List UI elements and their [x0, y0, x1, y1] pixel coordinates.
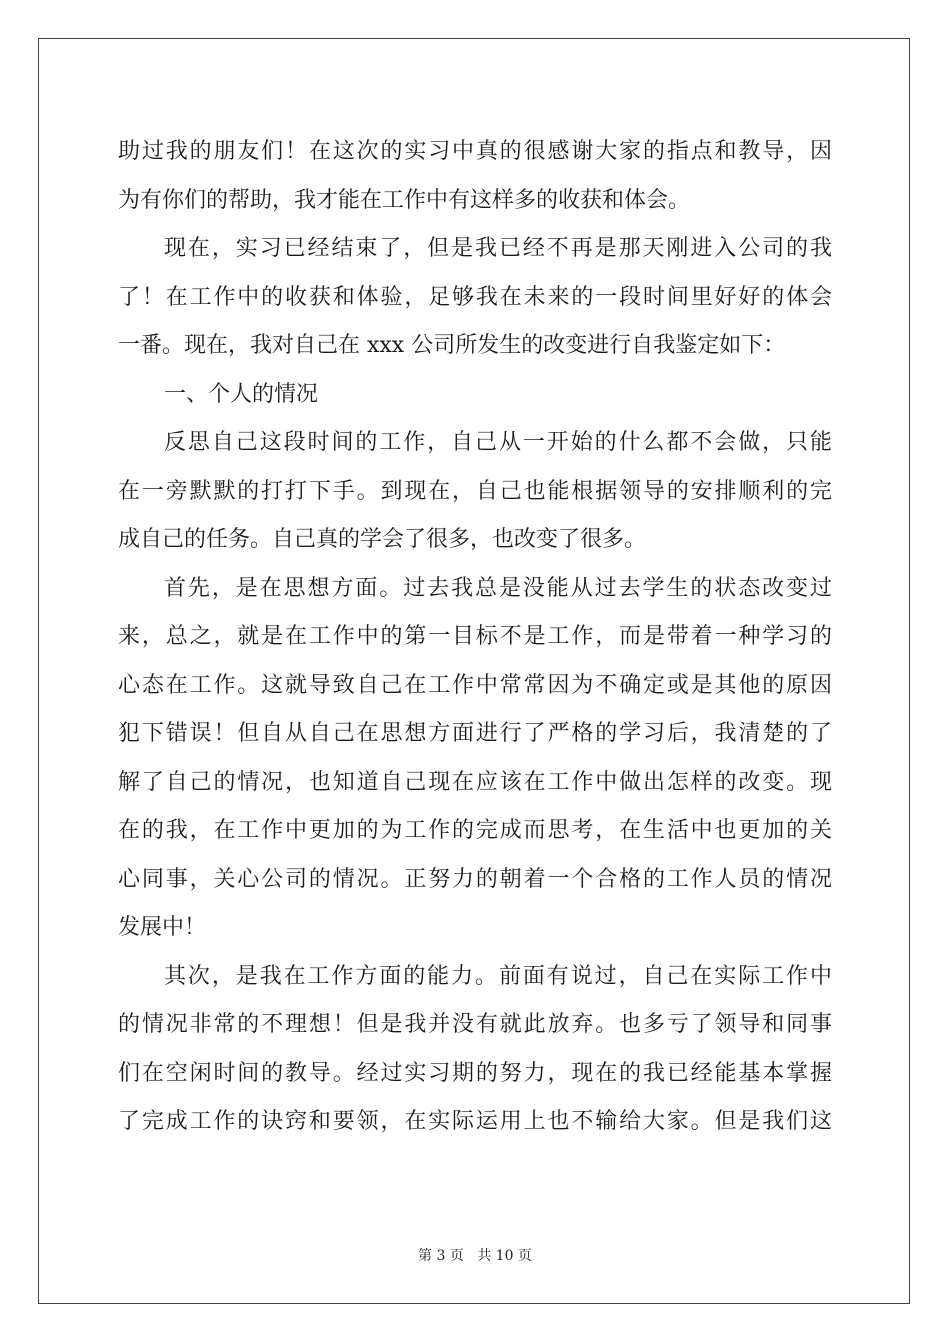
text-line: 来，总之，就是在工作中的第一目标不是工作，而是带着一种学习的	[118, 624, 832, 649]
page-total: 共 10 页	[477, 1248, 532, 1264]
text-line: 们在空闲时间的教导。经过实习期的努力，现在的我已经能基本掌握	[118, 1060, 832, 1086]
text-line: 助过我的朋友们！在这次的实习中真的很感谢大家的指点和教导，因	[118, 139, 832, 164]
text-line: 首先，是在思想方面。过去我总是没能从过去学生的状态改变过	[164, 575, 832, 601]
text-line: 了！在工作中的收获和体验，足够我在未来的一段时间里好好的体会	[118, 284, 832, 310]
text-line: 犯下错误！但自从自己在思想方面进行了严格的学习后，我清楚的了	[118, 721, 832, 746]
text-line: 其次，是我在工作方面的能力。前面有说过，自己在实际工作中	[164, 963, 832, 989]
text-line: 的情况非常的不理想！但是我并没有就此放弃。也多亏了领导和同事	[118, 1012, 832, 1037]
text-line: 心同事，关心公司的情况。正努力的朝着一个合格的工作人员的情况	[118, 866, 832, 892]
page-number: 第 3 页	[418, 1248, 464, 1264]
text-line: 一番。现在，我对自己在 xxx 公司所发生的改变进行自我鉴定如下：	[118, 333, 786, 358]
text-line: 为有你们的帮助，我才能在工作中有这样多的收获和体会。	[118, 187, 691, 213]
text-line: 在的我，在工作中更加的为工作的完成而思考，在生活中也更加的关	[118, 818, 832, 843]
text-line: 一、个人的情况	[164, 381, 319, 407]
text-line: 反思自己这段时间的工作，自己从一开始的什么都不会做，只能	[164, 430, 832, 455]
document-body	[118, 128, 832, 1147]
text-line: 成自己的任务。自己真的学会了很多，也改变了很多。	[118, 527, 647, 552]
page-footer	[0, 1245, 950, 1265]
text-line: 了完成工作的诀窍和要领，在实际运用上也不输给大家。但是我们这	[118, 1109, 832, 1134]
text-line: 在一旁默默的打打下手。到现在，自己也能根据领导的安排顺利的完	[118, 478, 832, 504]
text-line: 发展中！	[118, 915, 207, 940]
text-line: 现在，实习已经结束了，但是我已经不再是那天刚进入公司的我	[164, 236, 832, 261]
text-line: 心态在工作。这就导致自己在工作中常常因为不确定或是其他的原因	[118, 672, 832, 698]
text-line: 解了自己的情况，也知道自己现在应该在工作中做出怎样的改变。现	[118, 769, 832, 795]
